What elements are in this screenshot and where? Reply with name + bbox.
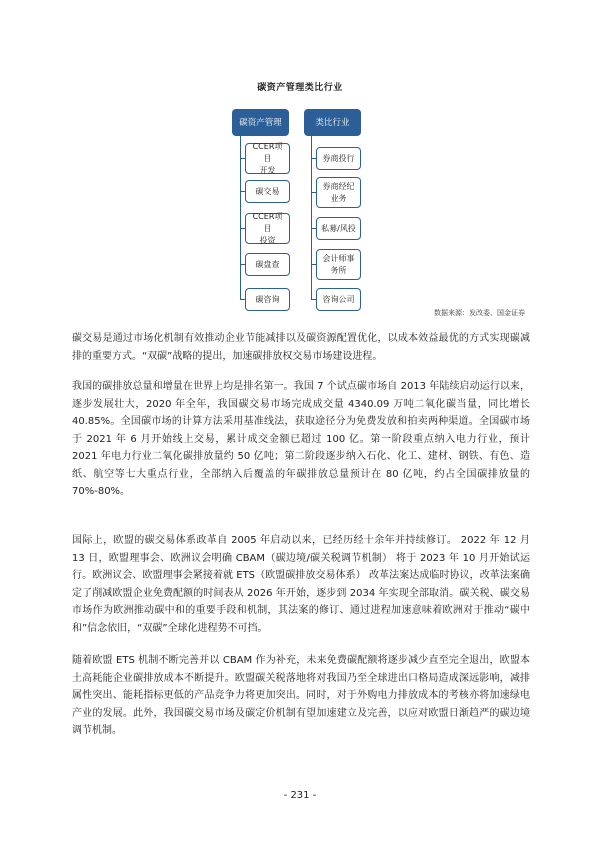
right-item-accounting: 会计师事 务所	[316, 249, 361, 280]
left-header-box: 碳资产管理	[232, 109, 289, 136]
left-item-ccer-invest: CCER项目 投资	[245, 213, 290, 244]
left-item-carbon-consult: 碳咨询	[245, 288, 290, 311]
left-trunk-line	[240, 136, 241, 300]
figure-source: 数据来源：发改委、国金证券	[434, 309, 525, 317]
left-item-ccer-dev: CCER项目 开发	[245, 143, 290, 174]
figure-title: 碳资产管理类比行业	[257, 83, 343, 93]
right-item-ib: 券商投行	[316, 147, 361, 170]
paragraph: 国际上，欧盟的碳交易体系政革自 2005 年启动以来，已经历经十余年并持续修订。 2022 年 12 月 13 日，欧盟理事会、欧洲议会明确 CBAM（碳边境/碳关税调节机制） 将于 2023 年 10 月开始试运行。欧洲议会、欧盟理事会紧接着就 ETS（欧盟碳排放交易体系） 改革法案达成临时协议，改革法案确定了削减欧盟企业免费配额的时间表从 2026 年开始，逐步到 2034 年实现全部取消。碳关税、碳交易市场作为欧洲推动碳中和的重要手段和机制，其法案的修订、通过进程加速意味着欧洲对于推动“碳中和”信念依旧，“双碳”全球化进程势不可挡。	[72, 535, 530, 634]
left-item-carbon-audit: 碳盘查	[245, 253, 290, 276]
right-item-pe-vc: 私募/风投	[316, 217, 361, 240]
right-trunk-line	[311, 136, 312, 300]
paragraph: 随着欧盟 ETS 机制不断完善并以 CBAM 作为补充，未来免费碳配额将逐步减少直至完全退出，欧盟本土高耗能企业碳排放成本不断提升。欧盟碳关税落地将对我国乃至全球进出口格局造成深远影响，减排属性突出、能耗指标更低的产品竞争力将更加突出。同时，对于外购电力排放成本的考核亦将加速绿电产业的发展。此外，我国碳交易市场及碳定价机制有望加速建立及完善，以应对欧盟日渐趋严的碳边境调节机制。	[72, 655, 530, 736]
paragraph: 我国的碳排放总量和增量在世界上均是排名第一。我国 7 个试点碳市场自 2013 年陆续启动运行以来，逐步发展壮大，2020 年全年，我国碳交易市场完成成交量 4340.09 万吨二氧化碳当量，同比增长 40.85%。全国碳市场的计算方法采用基准线法，获取途径分为免费发放和拍卖两种渠道。全国碳市场于 2021 年 6 月开始线上交易，累计成交金额已超过 100 亿。第一阶段重点纳入电力行业，预计 2021 年电力行业二氧化碳排放量约 50 亿吨；第二阶段逐步纳入石化、化工、建材、钢铁、有色、造纸、航空等七大重点行业，全部纳入后覆盖的年碳排放总量预计在 80 亿吨，约占全国碳排放量的 70%-80%。	[72, 381, 530, 497]
right-item-consulting: 咨询公司	[316, 288, 361, 311]
paragraph: 碳交易是通过市场化机制有效推动企业节能减排以及碳资源配置优化，以成本效益最优的方式实现碳减排的重要方式。“双碳”战略的提出，加速碳排放权交易市场建设进程。	[72, 333, 530, 362]
right-item-brokerage: 券商经纪 业务	[316, 177, 361, 208]
page-number: - 231 -	[283, 790, 317, 801]
left-item-carbon-trade: 碳交易	[245, 180, 290, 203]
right-header-box: 类比行业	[304, 109, 361, 136]
